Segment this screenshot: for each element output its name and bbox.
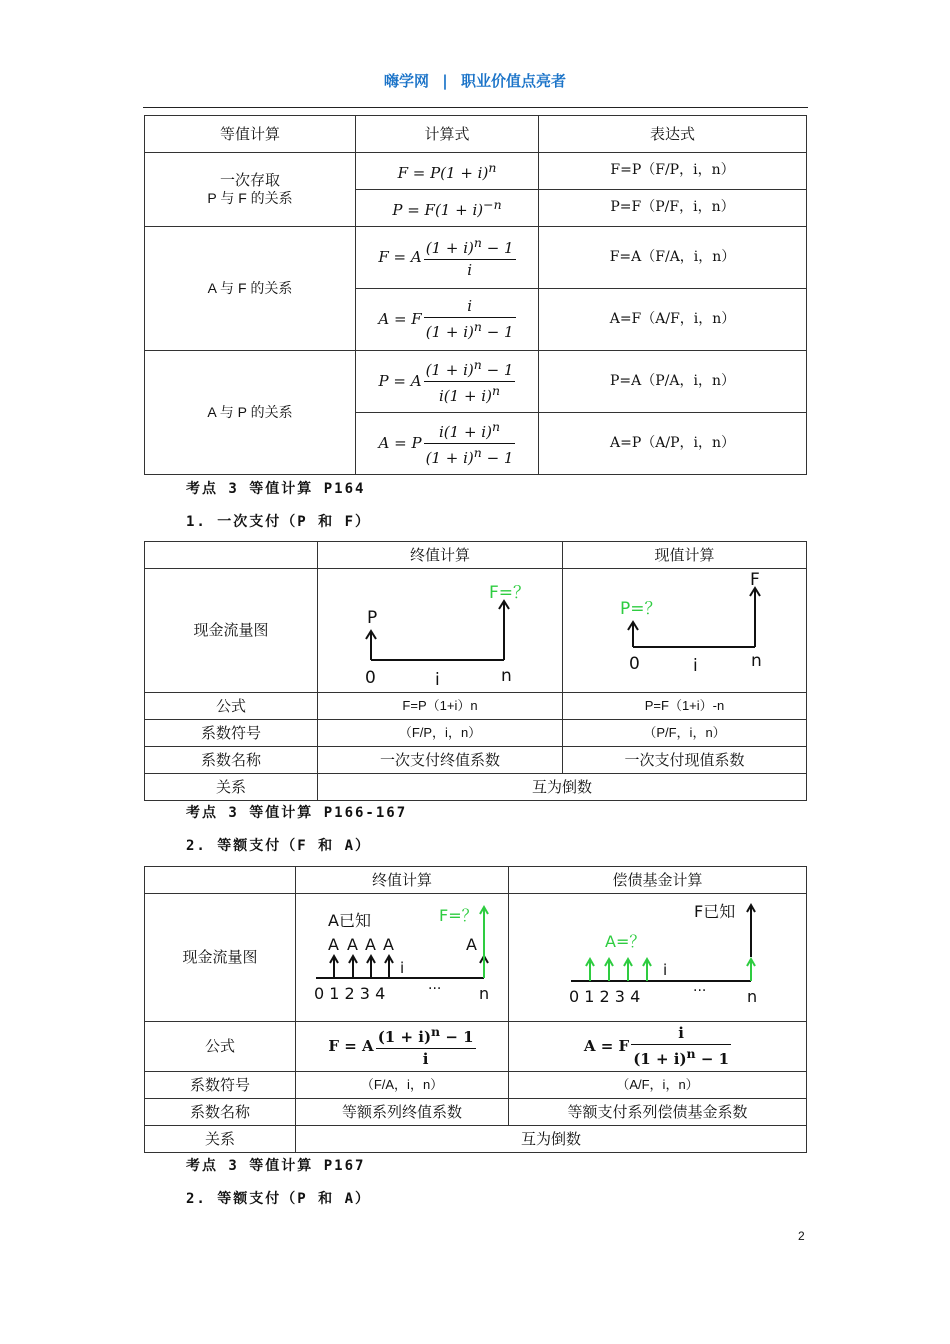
period-end: n [479,983,490,1003]
formula-cell: $P = F(1 + i)^{-n}$ [356,190,539,227]
equivalence-formula-table [144,115,807,475]
a-label: A [383,934,394,954]
section-heading: 考点 3 等值计算 P164 [186,481,366,497]
group-label-a-f: A 与 F 的关系 [145,227,356,351]
table-row [145,227,807,289]
header-cell [145,867,296,894]
section-heading: 考点 3 等值计算 P166-167 [186,805,408,821]
rate-label: i [693,655,698,676]
rate-label: i [400,958,405,977]
table-row [145,720,807,747]
page-number: 2 [798,1229,805,1243]
table-row [145,1099,807,1126]
annuity-arrows [586,959,755,981]
table-row [145,693,807,720]
rate-label: i [435,669,440,690]
brand-name: 嗨学网 [384,72,430,90]
cashflow-diagram [318,570,561,692]
formula-cell: A = F $\frac{i}{(1 + i)^n - 1}$ [509,1022,807,1072]
cashflow-diagram [296,895,507,1021]
p-label: P [367,607,378,628]
row-label: 公式 [145,693,318,720]
table-row [145,351,807,413]
period-start: 0 [365,667,376,688]
table-row [145,774,807,801]
expression-cell: A=P（A/P，i，n） [539,413,807,475]
row-label: 系数名称 [145,1099,296,1126]
period-end: n [751,650,762,671]
relation-cell: 互为倒数 [318,774,807,801]
formula-cell: $F = P(1 + i)^n$ [356,153,539,190]
name-cell: 等额支付系列偿债基金系数 [509,1099,807,1126]
relation-cell: 互为倒数 [296,1126,807,1153]
table-header-row [145,116,807,153]
a-label: A [347,934,358,954]
cashflow-diagram-sinking-fund [509,894,807,1022]
f-label: F [750,569,760,590]
header-cell: 计算式 [356,116,539,153]
formula-cell: P = A $\frac{(1 + i)^n - 1}{i(1 + i)^n}$ [356,351,539,413]
ellipsis: ··· [428,980,442,997]
row-label: 关系 [145,774,318,801]
p-unknown-label: P=？ [620,598,662,619]
group-label-a-p: A 与 P 的关系 [145,351,356,475]
symbol-cell: （F/P，i，n） [318,720,563,747]
header-cell: 终值计算 [296,867,509,894]
table-row [145,153,807,190]
period-ticks: 0 1 2 3 4 [314,983,386,1003]
rate-label: i [663,960,668,979]
a-label: A [466,934,477,954]
period-end: n [747,986,758,1006]
formula-cell: A = P $\frac{i(1 + i)^n}{(1 + i)^n - 1}$ [356,413,539,475]
header-cell: 终值计算 [318,542,563,569]
formula-cell: F=P（1+i）n [318,693,563,720]
header-cell [145,542,318,569]
section-subheading: 1. 一次支付（P 和 F） [186,514,372,530]
row-label: 系数名称 [145,747,318,774]
group-label-p-f: 一次存取 P 与 F 的关系 [145,153,356,227]
cashflow-diagram [563,570,806,692]
brand-slogan: 职业价值点亮者 [460,72,566,90]
cashflow-diagram-annuity-future-value [296,894,509,1022]
page-header [0,70,950,91]
a-known-label: A已知 [328,910,371,930]
name-cell: 等额系列终值系数 [296,1099,509,1126]
symbol-cell: （P/F，i，n） [563,720,807,747]
formula-cell: F = A $\frac{(1 + i)^n - 1}{i}$ [356,227,539,289]
ellipsis: ··· [693,982,707,999]
header-cell: 表达式 [539,116,807,153]
f-unknown-label: F=？ [439,905,478,925]
section-heading: 考点 3 等值计算 P167 [186,1158,366,1174]
single-payment-table [144,541,807,801]
expression-cell: P=A（P/A，i，n） [539,351,807,413]
row-label: 公式 [145,1022,296,1072]
table-row [145,1022,807,1072]
section-subheading: 2. 等额支付（F 和 A） [186,838,372,854]
table-header-row [145,867,807,894]
expression-cell: A=F（A/F，i，n） [539,289,807,351]
period-end: n [501,665,512,686]
header-cell: 现值计算 [563,542,807,569]
name-cell: 一次支付终值系数 [318,747,563,774]
row-label: 系数符号 [145,1072,296,1099]
table-row [145,1126,807,1153]
formula-cell: F = A $\frac{(1 + i)^n - 1}{i}$ [296,1022,509,1072]
a-label: A [328,934,339,954]
period-start: 0 [629,653,640,674]
annuity-arrows [330,956,488,978]
name-cell: 一次支付现值系数 [563,747,807,774]
row-label: 关系 [145,1126,296,1153]
a-label: A [365,934,376,954]
cashflow-diagram [509,895,805,1021]
cashflow-diagram-present-value [563,569,807,693]
row-label: 现金流量图 [145,569,318,693]
section-subheading: 2. 等额支付（P 和 A） [186,1191,372,1207]
table-row [145,747,807,774]
table-row [145,569,807,693]
expression-cell: F=P（F/P，i，n） [539,153,807,190]
expression-cell: P=F（P/F，i，n） [539,190,807,227]
a-unknown-label: A=？ [605,931,646,951]
cashflow-diagram-future-value [318,569,563,693]
expression-cell: F=A（F/A，i，n） [539,227,807,289]
formula-cell: A = F $\frac{i}{(1 + i)^n - 1}$ [356,289,539,351]
table-header-row [145,542,807,569]
symbol-cell: （F/A，i，n） [296,1072,509,1099]
equal-payment-table [144,866,807,1153]
header-cell: 等值计算 [145,116,356,153]
row-label: 系数符号 [145,720,318,747]
formula-cell: P=F（1+i）-n [563,693,807,720]
f-unknown-label: F=？ [489,582,531,603]
period-ticks: 0 1 2 3 4 [569,986,641,1006]
f-known-label: F已知 [694,901,736,921]
table-row [145,894,807,1022]
header-cell: 偿债基金计算 [509,867,807,894]
symbol-cell: （A/F，i，n） [509,1072,807,1099]
row-label: 现金流量图 [145,894,296,1022]
table-row [145,1072,807,1099]
header-divider [143,107,808,108]
header-separator: | [442,72,448,90]
